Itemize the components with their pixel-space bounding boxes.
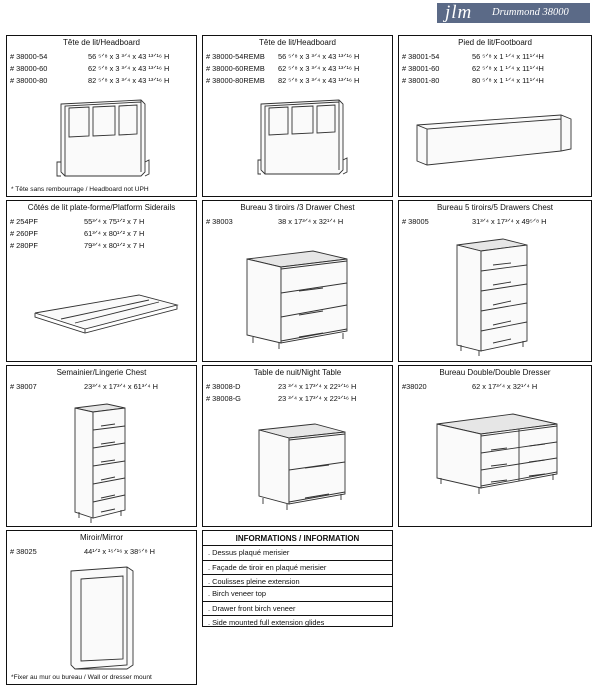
item-sku: # 38000-60REMB (206, 64, 265, 73)
item-row (10, 75, 193, 87)
info-line: . Façade de tiroir en plaqué merisier (203, 561, 392, 576)
item-row (206, 381, 389, 393)
panel-title: Pied de lit/Footboard (458, 38, 532, 47)
item-sku: # 38003 (206, 217, 233, 226)
item-sku: # 38008-D (206, 382, 241, 391)
item-sku: # 38001-80 (402, 76, 440, 85)
item-dimensions: 23 ³ᐟ⁴ x 17³ᐟ⁴ x 22¹ᐟ¹⁶ H (278, 394, 357, 403)
brand-banner (437, 3, 590, 23)
item-dimensions: 38 x 17³ᐟ⁴ x 32¹ᐟ⁴ H (278, 217, 344, 226)
item-sku: # 38005 (402, 217, 429, 226)
item-dimensions: 55³ᐟ⁴ x 75¹ᐟ² x 7 H (84, 217, 145, 226)
item-dimensions: 23 ³ᐟ⁴ x 17³ᐟ⁴ x 22¹ᐟ¹⁶ H (278, 382, 357, 391)
panel-3-drawer-chest (202, 200, 393, 362)
info-line: . Drawer front birch veneer (203, 602, 392, 617)
headboard-illustration (55, 98, 155, 180)
item-dimensions: 56 ⁵ᐟ⁸ x 3 ³ᐟ⁴ x 43 ¹³ᐟ¹⁶ H (88, 52, 170, 61)
info-title: INFORMATIONS / INFORMATION (235, 534, 360, 543)
item-dimensions: 23³ᐟ⁴ x 17³ᐟ⁴ x 61³ᐟ⁴ H (84, 382, 158, 391)
night-table-illustration (255, 420, 351, 518)
item-sku: # 38000-80REMB (206, 76, 265, 85)
item-sku: # 254PF (10, 217, 38, 226)
info-french-list (203, 545, 392, 589)
panel-title: Semainier/Lingerie Chest (56, 368, 147, 377)
item-row (402, 51, 588, 63)
panel-footboard (398, 35, 592, 197)
info-line: . Dessus plaqué merisier (203, 546, 392, 561)
item-sku: # 38000-80 (10, 76, 48, 85)
panel-note: * Tête sans rembourrage / Headboard not UPH (11, 186, 149, 193)
item-sku: # 260PF (10, 229, 38, 238)
double-dresser-illustration (433, 408, 563, 508)
panel-title: Table de nuit/Night Table (253, 368, 342, 377)
panel-title: Bureau 3 tiroirs /3 Drawer Chest (240, 203, 355, 212)
item-sku: # 38001-60 (402, 64, 440, 73)
mirror-illustration (67, 565, 139, 671)
item-dimensions: 62 ⁵ᐟ⁸ x 3 ³ᐟ⁴ x 43 ¹³ᐟ¹⁶ H (278, 64, 360, 73)
item-sku: # 38001-54 (402, 52, 440, 61)
item-dimensions: 62 x 17³ᐟ⁴ x 32¹ᐟ⁴ H (472, 382, 538, 391)
item-row (10, 240, 193, 252)
item-row (10, 63, 193, 75)
item-row (402, 216, 588, 228)
item-dimensions: 82 ⁵ᐟ⁸ x 3 ³ᐟ⁴ x 43 ¹³ᐟ¹⁶ H (88, 76, 170, 85)
panel-night-table (202, 365, 393, 527)
item-row (402, 75, 588, 87)
item-row (10, 381, 193, 393)
item-sku: # 38025 (10, 547, 37, 556)
item-dimensions: 44¹ᐟ² x ¹⁵ᐟ¹⁶ x 38⁵ᐟ⁸ H (84, 547, 155, 556)
panel-headboard (6, 35, 197, 197)
item-sku: # 38000-54REMB (206, 52, 265, 61)
item-dimensions: 80 ⁵ᐟ⁸ x 1 ¹ᐟ⁴ x 11¹ᐟ⁴H (472, 76, 544, 85)
5-drawer-chest-illustration (453, 235, 533, 359)
info-line: . Coulisses pleine extension (208, 577, 300, 586)
item-sku: # 38008-G (206, 394, 241, 403)
item-dimensions: 31³ᐟ⁴ x 17³ᐟ⁴ x 49⁵ᐟ⁸ H (472, 217, 547, 226)
item-sku: # 38007 (10, 382, 37, 391)
panel-title: Miroir/Mirror (79, 533, 124, 542)
item-dimensions: 62 ⁵ᐟ⁸ x 1 ¹ᐟ⁴ x 11¹ᐟ⁴H (472, 64, 544, 73)
item-row (206, 63, 389, 75)
panel-title: Tête de lit/Headboard (259, 38, 336, 47)
platform-siderails-illustration (31, 289, 181, 339)
item-sku: # 280PF (10, 241, 38, 250)
brand-logo: jlm (445, 2, 473, 23)
item-sku: # 38000-54 (10, 52, 48, 61)
panel-headboard-remb (202, 35, 393, 197)
item-dimensions: 82 ⁵ᐟ⁸ x 3 ³ᐟ⁴ x 43 ¹³ᐟ¹⁶ H (278, 76, 360, 85)
item-dimensions: 62 ⁵ᐟ⁸ x 3 ³ᐟ⁴ x 43 ¹³ᐟ¹⁶ H (88, 64, 170, 73)
item-row (10, 216, 193, 228)
item-row (206, 51, 389, 63)
item-dimensions: 56 ⁵ᐟ⁸ x 1 ¹ᐟ⁴ x 11¹ᐟ⁴H (472, 52, 544, 61)
item-row (206, 216, 389, 228)
item-row (402, 381, 588, 393)
headboard-remb-illustration (255, 98, 351, 178)
info-line: . Birch veneer top (203, 587, 392, 602)
info-line: . Side mounted full extension glides (208, 618, 325, 627)
panel-title: Côtés de lit plate-forme/Platform Siderails (27, 203, 176, 212)
panel-note: *Fixer au mur ou bureau / Wall or dresser mount (11, 674, 152, 681)
item-row (206, 75, 389, 87)
panel-double-dresser (398, 365, 592, 527)
3-drawer-chest-illustration (243, 245, 353, 353)
item-sku: # 38000-60 (10, 64, 48, 73)
item-dimensions: 79³ᐟ⁴ x 80¹ᐟ² x 7 H (84, 241, 145, 250)
footboard-illustration (411, 111, 581, 171)
panel-mirror (6, 530, 197, 685)
item-dimensions: 61³ᐟ⁴ x 80¹ᐟ² x 7 H (84, 229, 145, 238)
item-row (10, 228, 193, 240)
item-row (10, 51, 193, 63)
panel-title: Tête de lit/Headboard (63, 38, 140, 47)
item-sku: #38020 (402, 382, 427, 391)
panel-title: Bureau 5 tiroirs/5 Drawers Chest (436, 203, 554, 212)
item-row (206, 393, 389, 405)
panel-platform-siderails (6, 200, 197, 362)
item-row (10, 546, 193, 558)
lingerie-chest-illustration (71, 400, 131, 526)
panel-lingerie-chest (6, 365, 197, 527)
panel-title: Bureau Double/Double Dresser (439, 368, 551, 377)
panel-information (202, 530, 393, 627)
panel-5-drawer-chest (398, 200, 592, 362)
item-row (402, 63, 588, 75)
item-dimensions: 56 ⁵ᐟ⁸ x 3 ³ᐟ⁴ x 43 ¹³ᐟ¹⁶ H (278, 52, 360, 61)
collection-name: Drummond 38000 (492, 7, 569, 18)
info-english-list (203, 586, 392, 630)
